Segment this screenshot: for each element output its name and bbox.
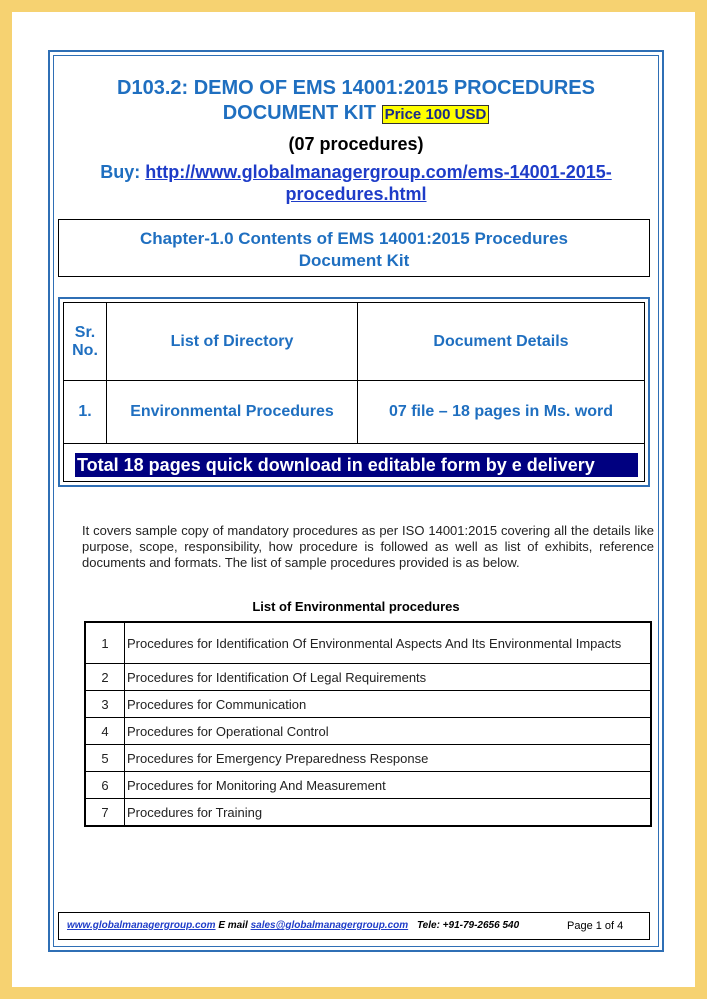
document-title — [54, 76, 658, 127]
page-border-inner — [53, 55, 659, 947]
footer-email-label: E mail — [218, 920, 248, 931]
procedure-name: Procedures for Emergency Preparedness Response — [125, 745, 652, 772]
footer-tele: Tele: +91-79-2656 540 — [416, 920, 520, 931]
directory-row-name: Environmental Procedures — [107, 381, 358, 444]
procedure-no: 1 — [85, 622, 125, 664]
procedure-name: Procedures for Identification Of Legal Requirements — [125, 664, 652, 691]
procedure-row — [85, 772, 651, 799]
procedure-no: 3 — [85, 691, 125, 718]
procedure-row — [85, 664, 651, 691]
title-line-2 — [54, 101, 658, 127]
procedure-no: 5 — [85, 745, 125, 772]
procedure-row — [85, 622, 651, 664]
directory-row-details: 07 file – 18 pages in Ms. word — [358, 381, 645, 444]
page-footer — [58, 912, 650, 940]
total-banner: Total 18 pages quick download in editable form by e delivery — [75, 453, 638, 477]
procedure-no: 2 — [85, 664, 125, 691]
footer-website-link[interactable]: www.globalmanagergroup.com — [67, 920, 216, 931]
directory-table — [63, 302, 645, 444]
directory-row-no: 1. — [64, 381, 107, 444]
page-border — [48, 50, 664, 952]
chapter-heading — [58, 219, 650, 277]
procedures-count: (07 procedures) — [288, 134, 424, 154]
buy-section — [54, 161, 658, 205]
buy-link[interactable]: http://www.globalmanagergroup.com/ems-14001-2015- — [145, 162, 612, 182]
procedure-name: Procedures for Identification Of Environmental Aspects And Its Environmental Impacts — [125, 622, 652, 664]
procedure-no: 7 — [85, 799, 125, 827]
procedure-name: Procedures for Communication — [125, 691, 652, 718]
description-paragraph: It covers sample copy of mandatory procedures as per ISO 14001:2015 covering all the details like purpose, scope, responsibility, how procedure is followed as well as list of exhibits, reference documents and formats. The list of sample procedures provided is as below. — [82, 523, 654, 570]
procedure-row — [85, 691, 651, 718]
header-sr-no: Sr. No. — [64, 303, 107, 381]
total-row — [63, 443, 645, 482]
procedure-row — [85, 799, 651, 827]
procedure-no: 6 — [85, 772, 125, 799]
document-page — [12, 12, 695, 987]
title-line-1: D103.2: DEMO OF EMS 14001:2015 PROCEDURES — [117, 77, 595, 99]
procedures-table — [84, 621, 652, 827]
directory-header-row — [64, 303, 645, 381]
chapter-line-2: Document Kit — [298, 251, 410, 270]
procedure-name: Procedures for Operational Control — [125, 718, 652, 745]
directory-row — [64, 381, 645, 444]
buy-label: Buy: — [100, 162, 141, 182]
directory-table-wrapper — [58, 297, 650, 487]
header-document-details: Document Details — [358, 303, 645, 381]
chapter-line-1: Chapter-1.0 Contents of EMS 14001:2015 Procedures — [140, 229, 568, 248]
price-badge: Price 100 USD — [382, 105, 490, 124]
procedure-row — [85, 745, 651, 772]
procedures-list-title: List of Environmental procedures — [252, 599, 460, 614]
page-number: Page 1 of 4 — [557, 913, 649, 939]
title-kit: DOCUMENT KIT — [222, 102, 377, 124]
procedure-name: Procedures for Training — [125, 799, 652, 827]
header-list-of-directory: List of Directory — [107, 303, 358, 381]
buy-link-continued[interactable]: procedures.html — [285, 184, 427, 204]
procedure-row — [85, 718, 651, 745]
footer-email-link[interactable]: sales@globalmanagergroup.com — [250, 920, 409, 931]
procedure-name: Procedures for Monitoring And Measurement — [125, 772, 652, 799]
procedure-no: 4 — [85, 718, 125, 745]
